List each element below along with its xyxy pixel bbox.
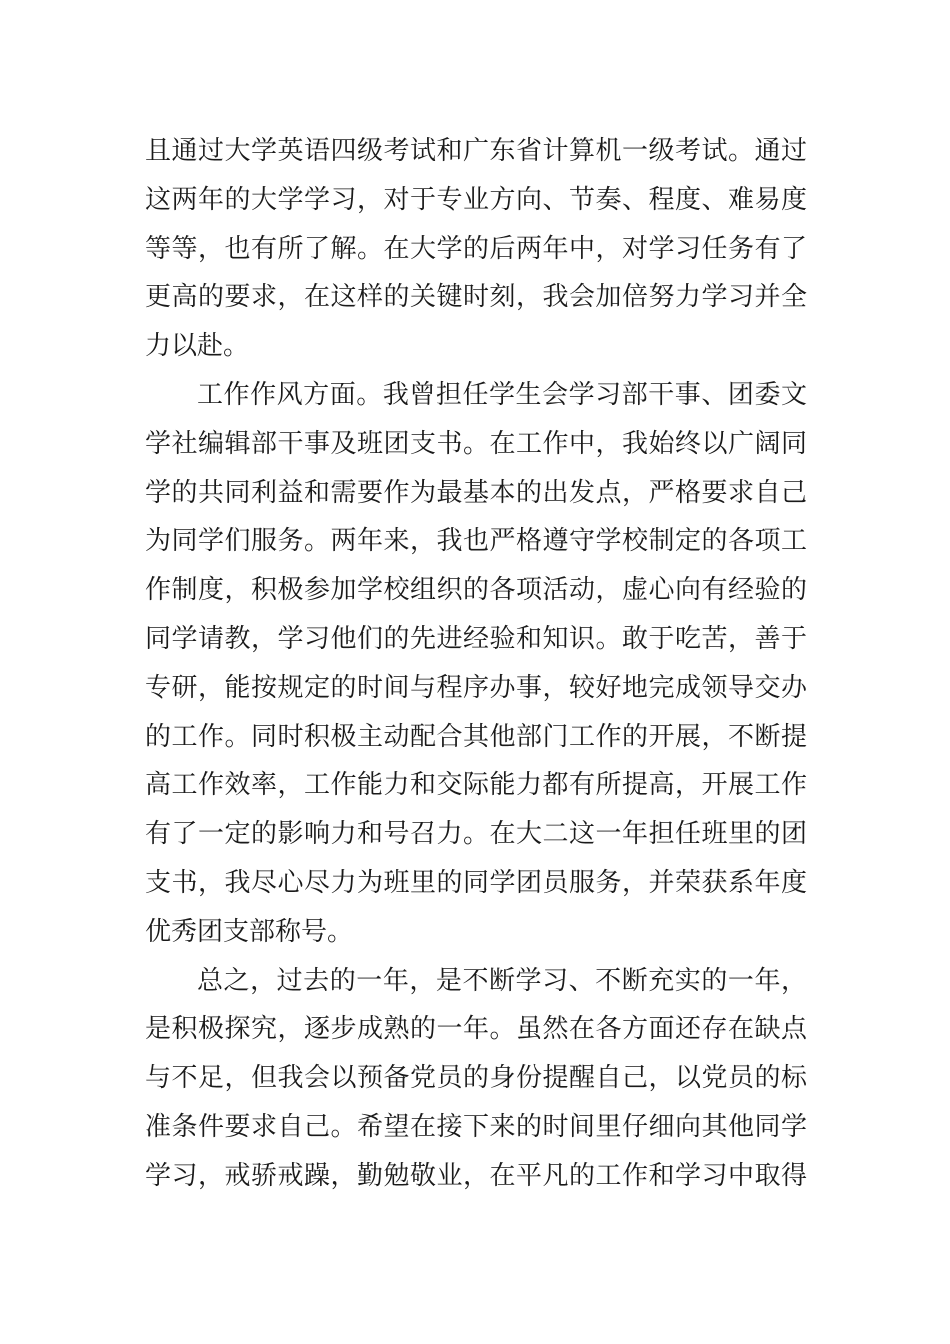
paragraph-work-style <box>145 371 807 957</box>
text-line: 更高的要求，在这样的关键时刻，我会加倍努力学习并全 <box>145 282 807 313</box>
text-line: 准条件要求自己。希望在接下来的时间里仔细向其他同学 <box>145 1111 807 1142</box>
text-line: 这两年的大学学习，对于专业方向、节奏、程度、难易度 <box>145 184 807 215</box>
text-line: 学习，戒骄戒躁，勤勉敬业，在平凡的工作和学习中取得 <box>145 1160 807 1191</box>
paragraph-summary <box>145 957 807 1201</box>
text-line: 总之，过去的一年，是不断学习、不断充实的一年， <box>197 965 807 996</box>
text-line: 高工作效率，工作能力和交际能力都有所提高，开展工作 <box>145 770 807 801</box>
text-line: 有了一定的影响力和号召力。在大二这一年担任班里的团 <box>145 819 807 850</box>
text-line: 等等，也有所了解。在大学的后两年中，对学习任务有了 <box>145 233 807 264</box>
text-line: 力以赴。 <box>145 331 250 362</box>
text-line: 与不足，但我会以预备党员的身份提醒自己，以党员的标 <box>145 1063 807 1094</box>
text-line: 作制度，积极参加学校组织的各项活动，虚心向有经验的 <box>145 575 807 606</box>
text-line: 的工作。同时积极主动配合其他部门工作的开展，不断提 <box>145 721 807 752</box>
text-line: 工作作风方面。我曾担任学生会学习部干事、团委文 <box>197 379 807 410</box>
text-line: 支书，我尽心尽力为班里的同学团员服务，并荣获系年度 <box>145 867 807 898</box>
text-line: 为同学们服务。两年来，我也严格遵守学校制定的各项工 <box>145 526 807 557</box>
text-line: 同学请教，学习他们的先进经验和知识。敢于吃苦，善于 <box>145 623 807 654</box>
document-body <box>145 127 807 1201</box>
paragraph-study <box>145 127 807 371</box>
text-line: 是积极探究，逐步成熟的一年。虽然在各方面还存在缺点 <box>145 1014 807 1045</box>
text-line: 学的共同利益和需要作为最基本的出发点，严格要求自己 <box>145 477 807 508</box>
text-line: 学社编辑部干事及班团支书。在工作中，我始终以广阔同 <box>145 428 807 459</box>
text-line: 优秀团支部称号。 <box>145 916 354 947</box>
text-line: 专研，能按规定的时间与程序办事，较好地完成领导交办 <box>145 672 807 703</box>
text-line: 且通过大学英语四级考试和广东省计算机一级考试。通过 <box>145 136 807 166</box>
